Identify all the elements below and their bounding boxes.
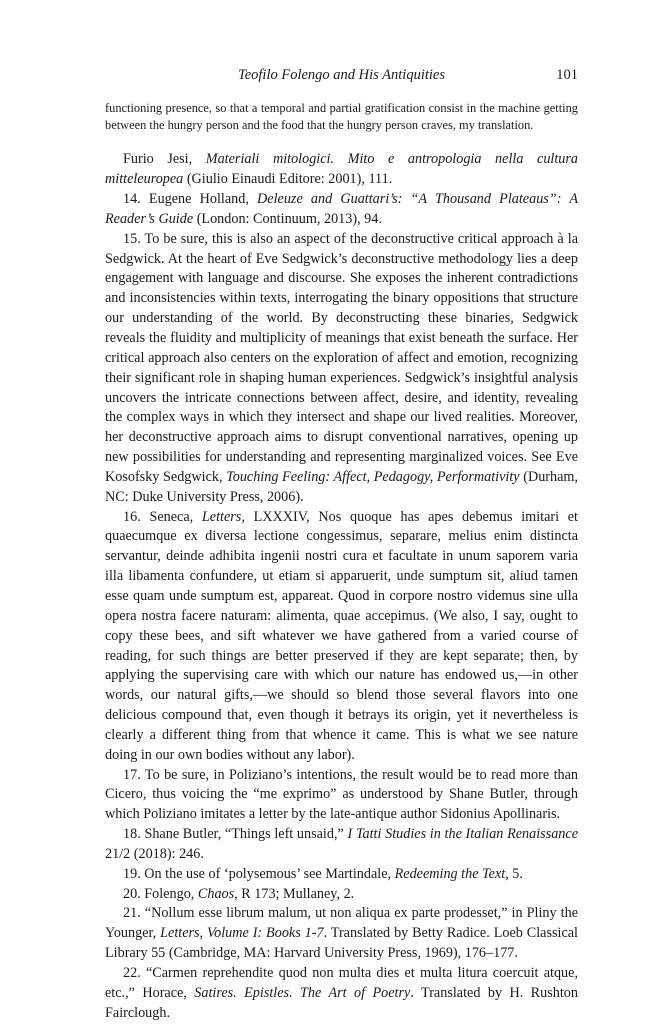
- endnote: [105, 508, 578, 766]
- endnote: [105, 885, 578, 905]
- endnote-text: “Carmen reprehendite quod non multa dies et multa litura coercuit atque, etc.,” Horace,: [105, 965, 578, 1001]
- endnote-text: Folengo,: [144, 885, 198, 902]
- endnote-text: . Translated by Betty Radice. Loeb Classical Library 55 (Cambridge, MA: Harvard University Press, 1969), 176–177.: [105, 925, 578, 962]
- running-title: Teofilo Folengo and His Antiquities: [237, 67, 446, 83]
- endnote-number: 22.: [123, 965, 141, 981]
- endnote-title-italic: Satires. Epistles. The Art of Poetry: [194, 984, 411, 1001]
- endnote: [105, 904, 578, 964]
- endnote-text: 21/2 (2018): 246.: [105, 845, 204, 862]
- endnote-text: “Nollum esse librum malum, ut non aliqua ex parte prodesset,” in Pliny the Younger,: [105, 905, 578, 942]
- endnote-text: On the use of ‘polysemous’ see Martindale,: [144, 865, 395, 882]
- endnote-title-italic: Redeeming the Text: [394, 865, 506, 882]
- endnote-text: Seneca,: [149, 508, 202, 525]
- endnote-title-italic: Chaos: [197, 885, 235, 902]
- endnote-title-italic: Letters: [201, 508, 242, 525]
- endnote-title-italic: Deleuze and Guattari’s: “A Thousand Plateaus”: A Reader’s Guide: [105, 191, 579, 227]
- endnote-text: , 5.: [505, 865, 523, 882]
- endnote-title-italic: Letters, Volume I: Books 1-7: [160, 925, 324, 942]
- endnote-text: Eugene Holland,: [148, 191, 258, 208]
- endnote-title-italic: I Tatti Studies in the Italian Renaissance: [347, 826, 578, 843]
- endnote-text: To be sure, in Poliziano’s intentions, the result would be to read more than Cicero, thus voicing the “me exprimo” as understood by Shane Butler, through which Poliziano imitates a letter by the late-antique author Sidonius Apollinaris.: [105, 766, 578, 823]
- block-quote-continuation: functioning presence, so that a temporal and partial gratification consist in the machine getting between the hungry person and the food that the hungry person craves, my translation.: [105, 101, 578, 133]
- endnote: [105, 150, 578, 190]
- endnote: [105, 825, 578, 865]
- endnote-number: 15.: [123, 230, 141, 247]
- endnote-text: To be sure, this is also an aspect of the deconstructive critical approach à la Sedgwick. At the heart of Eve Sedgwick’s deconstructive methodology lies a deep engagement with language and discourse. She exposes the inherent contradictions and inconsistencies within texts, interrogating the binary oppositions that structure our understanding of the world. By deconstructing these binaries, Sedgwick reveals the fluidity and multiplicity of meanings that exist beneath the surface. Her critical approach also centers on the exploration of affect and emotion, recognizing their significant role in shaping human experiences. Sedgwick’s insightful analysis uncovers the intricate connections between affect, desire, and identity, revealing the complex ways in which they intersect and shape our lived realities. Moreover, her deconstructive approach aims to disrupt conventional narratives, opening up new possibilities for understanding and representing marginalized voices. See Eve Kosofsky Sedgwick,: [105, 230, 578, 485]
- endnote-text: , LXXXIV, Nos quoque has apes debemus imitari et quaecumque ex diversa lectione congessimus, separare, melius enim distincta servantur, deinde adhibita ingenii nostri cura et facultate in unum saporem varia illa libamenta confundere, ut etiam si apparuerit, unde sumptum sit, aliud tamen esse quam unde sumptum est, appareat. Quod in corpore nostro videmus sine ulla opera nostra facere naturam: alimenta, quae accepimus. (We also, I say, ought to copy these bees, and sift whatever we have gathered from a varied course of reading, for such things are better preserved if they are kept separate; then, by applying the supervising care with which our nature has endowed us,—in other words, our natural gifts,—we should so blend those several flavors into one delicious compound that, even though it betrays its origin, yet it nevertheless is clearly a different thing from that whence it came. This is what we see nature doing in our own bodies without any labor).: [105, 508, 578, 763]
- document-page: [105, 64, 578, 1024]
- endnote-text: (London: Continuum, 2013), 94.: [193, 210, 382, 227]
- endnote-number: 19.: [123, 865, 141, 882]
- endnote-number: 20.: [123, 885, 141, 902]
- endnote-number: 18.: [123, 826, 141, 843]
- endnote: [105, 865, 578, 885]
- endnotes-list: [105, 150, 578, 1023]
- endnote-title-italic: Materiali mitologici. Mito e antropologia nella cultura mitteleuropea: [105, 151, 579, 188]
- endnote: [105, 766, 578, 826]
- endnote-title-italic: Touching Feeling: Affect, Pedagogy, Performativity: [226, 468, 520, 485]
- endnote-number: 14.: [123, 191, 141, 208]
- endnote-text: (Giulio Einaudi Editore: 2001), 111.: [183, 171, 393, 188]
- endnote-number: 16.: [123, 508, 141, 525]
- endnote-text: Shane Butler, “Things left unsaid,”: [144, 826, 348, 843]
- endnote: [105, 964, 578, 1024]
- page-number: 101: [556, 67, 578, 83]
- endnote: [105, 230, 578, 508]
- endnote-text: (Durham, NC: Duke University Press, 2006).: [105, 468, 578, 505]
- endnote-text: , R 173; Mullaney, 2.: [234, 885, 355, 902]
- endnote-text: . Translated by H. Rushton Fairclough.: [105, 984, 578, 1021]
- running-head: [105, 64, 578, 86]
- endnote-text: Furio Jesi,: [123, 151, 206, 168]
- endnote: [105, 190, 578, 230]
- endnote-number: 17.: [123, 766, 141, 783]
- endnote-number: 21.: [123, 905, 141, 922]
